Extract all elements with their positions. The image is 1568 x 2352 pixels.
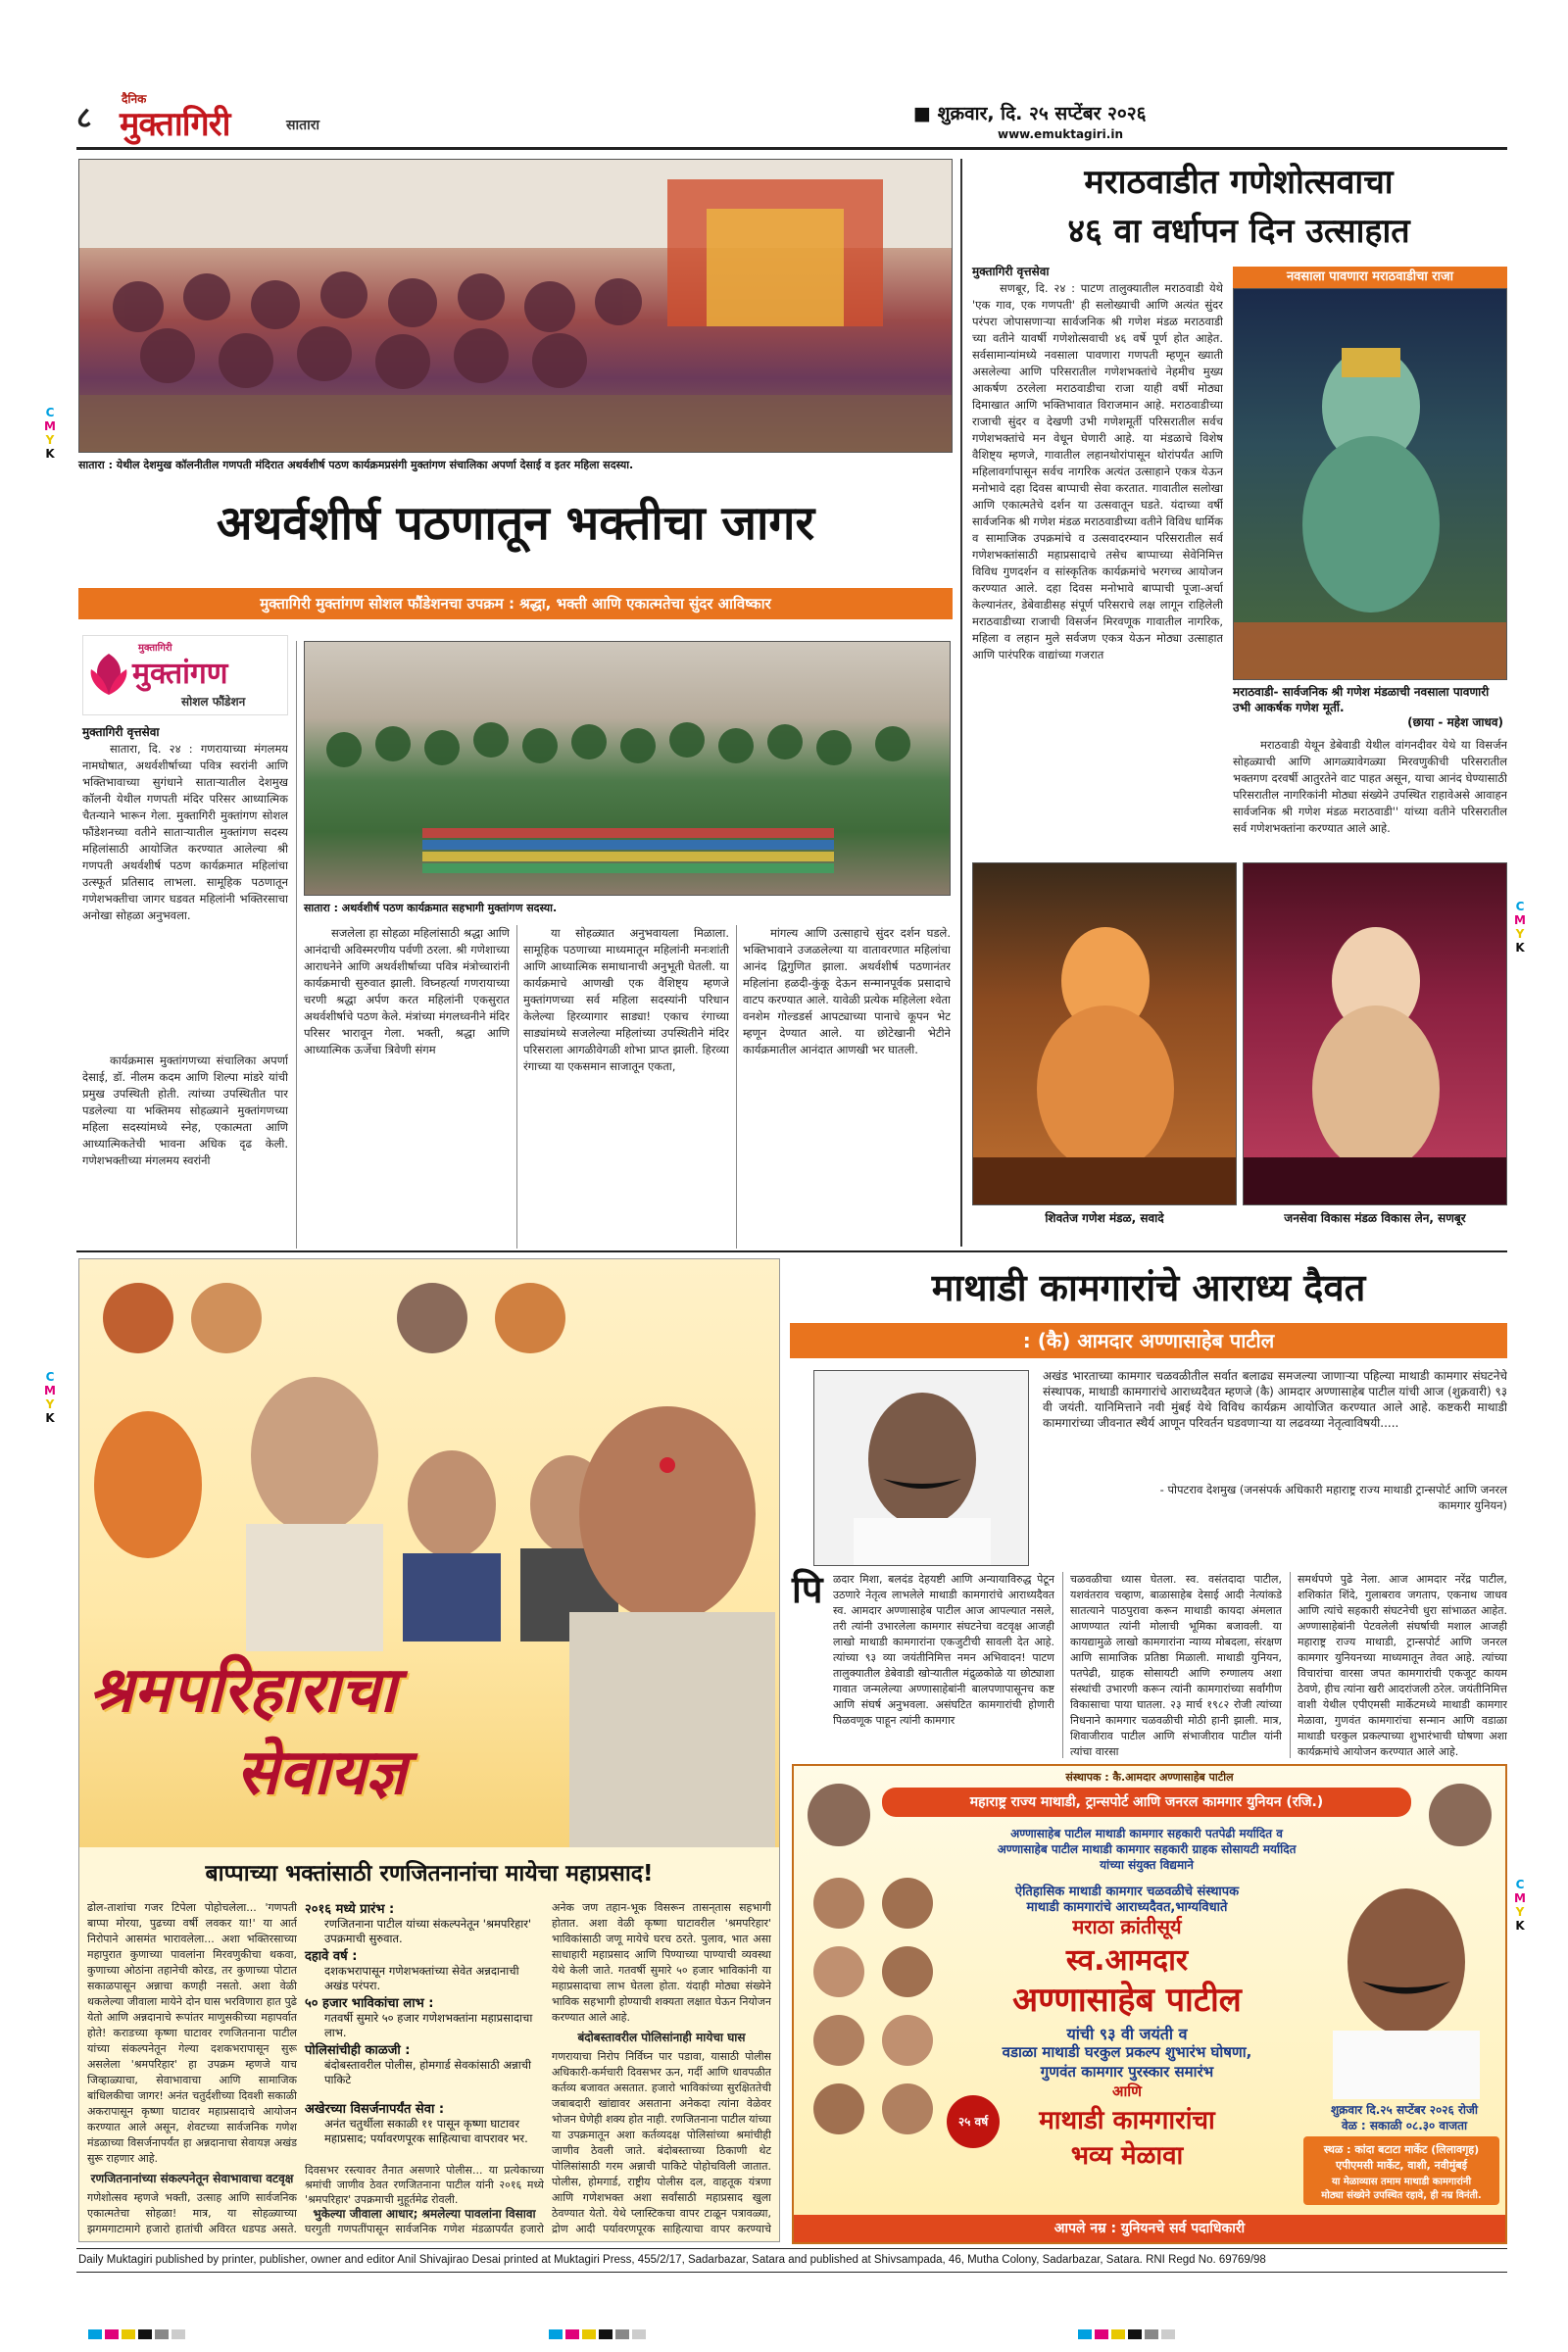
story3-subheadline: : (कै) आमदार अण्णासाहेब पाटील	[790, 1323, 1507, 1358]
registration-bar-center	[549, 2325, 649, 2343]
story3-col3: समर्थपणे पुढे नेला. आज आमदार नरेंद्र पाटील, शशिकांत शिंदे, गुलाबराव जगताप, एकनाथ जाधव आणि त्यांचे सहकारी संघटनेची धुरा सांभाळत आहेत. अण्णासाहेबांनी पेटवलेली संघर्षाची मशाल आजही महाराष्ट्र राज्य माथाडी, ट्रान्सपोर्ट आणि जनरल कामगार युनियनच्या माध्यमातून तेवत आहे. त्यांच्या विचारांचा वारसा जपत कामगारांची एकजूट कायम ठेवणे, हीच त्यांना खरी आदरांजली ठरेल. जयंतीनिमित्त वाशी येथील एपीएमसी मार्केटमध्ये माथाडी कामगार मेळावा, गुणवंत कामगारांचा सन्मान आणि वडाळा माथाडी घरकुल प्रकल्पाच्या शुभारंभाची घोषणा अशा कार्यक्रमांचे आयोजन करण्यात आले आहे.	[1298, 1573, 1507, 1758]
ad2-line9: गुणवंत कामगार पुरस्कार समारंभ	[1040, 2063, 1214, 2081]
ganesh-photo-credit: (छाया - महेश जाधव)	[1407, 715, 1503, 729]
ad2-date: शुक्रवार दि.२५ सप्टेंबर २०२६ रोजी	[1331, 2103, 1478, 2117]
highlight-5-text: अनंत चतुर्थीला सकाळी ११ पासून कृष्णा घाटावर महाप्रसाद; पर्यावरणपूरक साहित्याचा वापरावर भर.	[324, 2117, 528, 2145]
cmyk-mark-right-bottom: C M Y K	[1514, 1878, 1526, 1933]
ad2-union-banner: महाराष्ट्र राज्य माथाडी, ट्रान्सपोर्ट आणि जनरल कामगार युनियन (रजि.)	[882, 1788, 1411, 1817]
story1-headline: अथर्वशीर्ष पठणातून भक्तीचा जागर	[216, 496, 815, 551]
ganesh-photo	[1233, 288, 1507, 680]
lotus-icon	[89, 650, 128, 699]
temple-photo-art	[79, 160, 953, 453]
col-divider	[1290, 1572, 1291, 1758]
highlight-2-text: दशकभरापासून गणेशभक्तांच्या सेवेत अन्नदानाची अखंड परंपरा.	[324, 1964, 519, 1992]
paper-name-logo: मुक्तागिरी	[120, 105, 230, 144]
annasaheb-portrait	[813, 1370, 1029, 1566]
muktangan-logo	[82, 635, 288, 715]
highlight-4-text: बंदोबस्तावरील पोलीस, होमगार्ड सेवकांसाठी अन्नाची पाकिटे	[324, 2058, 531, 2086]
section-rule	[76, 1250, 1507, 1252]
story2-col1: सणबूर, दि. २४ : पाटण तालुक्यातील मराठवाडी येथे 'एक गाव, एक गणपती' ही सलोख्याची आणि अत्यंत सुंदर परंपरा जोपासणाऱ्या सार्वजनिक श्री गणेश मंडळ मराठवाडी च्या वतीने यावर्षी गणेशोत्सवाची ४६ वर्षे पूर्ण होत आहेत. सर्वसामान्यांमध्ये नवसाला पावणारा गणपती म्हणून ख्याती असलेल्या आणि परिसरातील गणेशभक्तांचे नेहमीच मुख्य आकर्षण ठरलेला मराठवाडीचा राजा याही वर्षी मोठ्या दिमाखात आणि भक्तिभावात विराजमान आहे. मराठवाडीच्या राजाची सुंदर व देखणी उभी गणेशमूर्ती परिसरातील सर्वच गणेशभक्तांचे मन वेधून घेणारी आहे. या मंडळाचे विशेष वैशिष्ट्य म्हणजे, गावातील लहानथोरांपासून थोरांपर्यंत आणि महिलावर्गापासून सर्वच नागरिक अत्यंत उत्साहाने एकत्र येऊन मनोभावे दहा दिवस बाप्पाची सेवा करतात. गावातील सलोखा आणि एकात्मतेचे दर्शन या उत्सवातून घडते. यंदाच्या वर्षी सार्वजनिक श्री गणेश मंडळ मराठवाडीच्या वतीने विविध धार्मिक व सामाजिक उपक्रमांचे व उत्सवादरम्यान परिसरातील सर्व गणेशभक्तांसाठी महाप्रसादाचे तसेच बाप्पाच्या सेवेनिमित्त विविध गुणदर्शन व सांस्कृतिक कार्यक्रमांचे भरगच्च आयोजन करण्यात आले. दहा दिवस मनोभावे बाप्पाची पूजा-अर्चा केल्यानंतर, डेबेवाडीसह संपूर्ण परिसराचे लक्ष लागून राहिलेली मराठवाडीच्या राजाची विसर्जन मिरवणूक गावातील नागरिक, महिला व लहान मुले सर्वजण एकत्र येऊन मोठ्या उत्साहात आणि पारंपरिक वाद्यांच्या गजरात	[972, 281, 1223, 662]
ad2-annasaheb-photo	[1313, 1864, 1499, 2099]
story2-headline-2: ४६ वा वर्धापन दिन उत्साहात	[1067, 212, 1410, 251]
jansewa-mandal-photo	[1243, 862, 1507, 1205]
logo-top-text: मुक्तागिरी	[138, 643, 172, 654]
ad2-invite2: मोठ्या संख्येने उपस्थित रहावे, ही नम्र विनंती.	[1321, 2190, 1482, 2201]
ganesh-idol-art	[1234, 289, 1507, 680]
shivtej-caption: शिवतेज गणेश मंडळ, सवादे	[1045, 1211, 1164, 1225]
story1-subheadline: मुक्तागिरी मुक्तांगण सोशल फौंडेशनचा उपक्रम : श्रद्धा, भक्ती आणि एकात्मतेचा सुंदर आविष्कार	[78, 588, 953, 619]
ad1-title-line2: सेवायज्ञ	[236, 1736, 407, 1809]
group-photo	[304, 641, 951, 896]
ad2-invite1: या मेळाव्यास तमाम माथाडी कामगारांनी	[1331, 2177, 1472, 2187]
ganesh-photo-label: नवसाला पावणारा मराठवाडीचा राजा	[1233, 267, 1507, 288]
highlight-3-title: ५० हजार भाविकांचा लाभ :	[305, 1996, 434, 2011]
ad1-col3-subhead: बंदोबस्तावरील पोलिसांनाही मायेचा घास	[577, 2031, 746, 2044]
ad2-line7: यांची ९३ वी जयंती व	[1066, 2025, 1188, 2043]
ad1-col2-text: दिवसभर रस्त्यावर तैनात असणारे पोलीस... या प्रत्येकाच्या श्रमांची जाणीव ठेवत रणजितनाना पाटील यांनी २०१६ मध्ये 'श्रमपरिहार' उपक्रमाची मुहूर्तमेढ रोवली.	[305, 2164, 544, 2206]
ad1-col2-text-2: घरगुती गणपतींपासून सार्वजनिक गणेश मंडळापर्यंत हजारो	[305, 2223, 544, 2235]
ad2-footer: आपले नम्र : युनियनचे सर्व पदाधिकारी	[794, 2215, 1505, 2242]
shivtej-idol-art	[973, 863, 1237, 1205]
ad1-title-line1: श्रमपरिहाराचा	[89, 1653, 397, 1727]
ad1-col1-text-2: गणेशोत्सव म्हणजे भक्ती, उत्साह आणि सार्वजनिक एकात्मतेचा सोहळा! मात्र, या सोहळ्याच्या झगमगाटामागे हजारो हातांची अविरत धडपड असते.	[87, 2191, 297, 2235]
ad2-annasaheb-art	[1313, 1864, 1499, 2099]
masthead	[76, 90, 1507, 149]
ad2-line5: माथाडी कामगारांचे आराध्यदैवत,भाग्यविधाते	[1026, 1900, 1228, 1915]
story2-col2: मराठवाडी येथून डेबेवाडी येथील वांगनदीवर येथे या विसर्जन सोहळ्याची आणि आगळ्यावेगळ्या मिरवणुकीची परिसरातील भक्तगण दरवर्षी आतुरतेने वाट पाहत असून, याचा आनंद घेण्यासाठी परिसरातील नागरिकांनी मोठ्या संख्येने उपस्थित राहावेअसे आवाहन सार्वजनिक श्री गणेश मंडळ मराठवाडी'' यांच्या वतीने परिसरातील सर्व गणेशभक्तांना करण्यात आले आहे.	[1233, 738, 1507, 835]
shramparihar-ad	[78, 1258, 780, 2242]
ad2-line6: मराठा क्रांतीसूर्य	[1072, 1915, 1182, 1938]
ad2-leaders-left-art	[800, 1864, 947, 2168]
ad2-line1: अण्णासाहेब पाटील माथाडी कामगार सहकारी पतपेढी मर्यादित व	[1010, 1827, 1283, 1840]
cmyk-mark-right-top: C M Y K	[1514, 900, 1526, 955]
story3-author: - पोपटराव देशमुख (जनसंपर्क अधिकारी महाराष्ट्र राज्य माथाडी ट्रान्सपोर्ट आणि जनरल कामगार युनियन)	[1159, 1483, 1507, 1512]
registration-bar-right	[1078, 2325, 1178, 2343]
ad1-col1	[87, 1900, 297, 2237]
logo-main-text: मुक्तांगण	[132, 657, 228, 691]
ad2-line8: वडाळा माथाडी घरकुल प्रकल्प शुभारंभ घोषणा,	[1002, 2043, 1252, 2061]
ad2-name1: स्व.आमदार	[1065, 1943, 1189, 1978]
highlight-2-title: दहावे वर्ष :	[305, 1949, 358, 1964]
ad2-venue2: एपीएमसी मार्केट, वाशी, नवीमुंबई	[1335, 2159, 1467, 2172]
mathadi-ad	[792, 1764, 1507, 2244]
ad2-line3: यांच्या संयुक्त विद्यमाने	[1100, 1858, 1194, 1872]
imprint-rule-bottom	[76, 2272, 1507, 2273]
ad2-right-photo	[1429, 1784, 1492, 1846]
logo-sub-text: सोशल फौंडेशन	[181, 695, 246, 709]
group-photo-art	[305, 642, 951, 896]
group-photo-caption: सातारा : अथर्वशीर्ष पठण कार्यक्रमात सहभागी मुक्तांगण सदस्या.	[304, 902, 558, 914]
cmyk-mark-left-bottom: C M Y K	[44, 1370, 56, 1425]
imprint-rule	[76, 2248, 1507, 2249]
col-divider	[736, 925, 737, 1249]
ad2-founder: संस्थापक : कै.आमदार अण्णासाहेब पाटील	[1065, 1771, 1234, 1784]
ad2-left-photo	[808, 1784, 870, 1846]
highlight-3-text: गतवर्षी सुमारे ५० हजार गणेशभक्तांना महाप्रसादाचा लाभ.	[324, 2011, 533, 2039]
ad2-leaders-left	[800, 1864, 947, 2168]
ganesh-photo-caption: मराठवाडी- सार्वजनिक श्री गणेश मंडळाची नवसाला पावणारी उभी आकर्षक गणेश मूर्ती.	[1233, 685, 1490, 714]
story1-col1-p1: सातारा, दि. २४ : गणरायाच्या मंगलमय नामघोषात, अथर्वशीर्षाच्या पवित्र स्वरांनी आणि भक्तिभावाच्या सुगंधाने सातार्‍यातील देशमुख कॉलनी येथील गणपती मंदिर परिसर आध्यात्मिक चैतन्याने भारून गेला. मुक्तागिरी मुक्तांगण सोशल फौंडेशनच्या वतीने सातार्‍यातील मुक्तांगण सदस्य महिलांसाठी आयोजित करण्यात आलेल्या श्री गणपती अथर्वशीर्ष पठण कार्यक्रमात महिलांचा उत्स्फूर्त प्रतिसाद लाभला. सामूहिक पठणातून गणेशभक्तीचा जागर घडवत महिलांनी भक्तिरसाचा अनोखा सोहळा अनुभवला.	[82, 742, 288, 922]
highlight-1-text: रणजितनाना पाटील यांच्या संकल्पनेतून 'श्रमपरिहार' उपक्रमाची सुरुवात.	[324, 1917, 532, 1945]
story3-headline: माथाडी कामगारांचे आराध्य दैवत	[931, 1266, 1366, 1309]
highlight-4-title: पोलिसांचीही काळजी :	[305, 2043, 411, 2058]
ad1-hero	[79, 1259, 779, 1847]
ad2-anniversary-badge: २५ वर्ष	[947, 2095, 1000, 2148]
highlight-5-title: अखेरच्या विसर्जनापर्यंत सेवा :	[305, 2102, 445, 2117]
website: www.emuktagiri.in	[998, 127, 1123, 141]
ad2-mela1: माथाडी कामगारांचा	[1039, 2106, 1215, 2135]
ad1-col3-text-2: गणरायाचा निरोप निर्विघ्न पार पडावा, यासाठी पोलीस अधिकारी-कर्मचारी दिवसभर ऊन, गर्दी आणि धावपळीत कर्तव्य बजावत असतात. हजारो भाविकांच्या सुरक्षिततेची जबाबदारी खांद्यावर असताना अनेकदा त्यांना वेळेवर भोजन घेणेही शक्य होत नाही. रणजितनाना पाटील यांच्या या उपक्रमातून अशा कर्तव्यदक्ष पोलिसांच्या श्रमांचीही जाणीव ठेवली जाते. बंदोबस्ताच्या ठिकाणी थेट पोलिसांसाठी गरम अन्नाची पाकिटे पोहोचविली जातात. पोलीस, होमगार्ड, राष्ट्रीय पोलीस दल, वाहतूक यंत्रणा आणि गणेशभक्त अशा सर्वांसाठी महाप्रसाद खुला ठेवण्यात येतो. येथे प्लास्टिकचा वापर टाळून पत्रावळ्या, द्रोण आदी पर्यावरणपूरक साहित्याचा वापर करण्याचे	[552, 2050, 771, 2235]
ad1-col3-text: अनेक जण तहान-भूक विसरून तासन्‌तास सहभागी होतात. अशा वेळी कृष्णा घाटावरील 'श्रमपरिहार' भाविकांसाठी जणू मायेचे घरच ठरते. पुलाव, भात असा साधाहारी महाप्रसाद आणि पिण्याच्या पाण्याची व्यवस्था येथे केली जाते. गतवर्षी सुमारे ५० हजार भाविकांनी या महाप्रसादाचा लाभ घेतला होता. यंदाही मोठ्या संख्येने भाविक सहभागी होण्याची शक्यता लक्षात घेऊन नियोजन करण्यात आले आहे.	[552, 1901, 771, 2024]
page-number: ८	[76, 101, 92, 135]
ad1-col2-body	[305, 2163, 544, 2237]
story3-col1: ळदार मिशा, बलदंड देहयष्टी आणि अन्यायाविरुद्ध पेटून उठणारे नेतृत्व लाभलेले माथाडी कामगारांचे आराध्यदैवत स्व. आमदार अण्णासाहेब पाटील आज आपल्यात नसले, तरी त्यांनी उभारलेला कामगार संघटनेचा वटवृक्ष आजही लाखो माथाडी कामगारांना एकजुटीची सावली देत आहे. त्यांच्या ९३ व्या जयंतीनिमित्त नमन अभिवादन! पाटण तालुक्यातील डेबेवाडी खोऱ्यातील मंद्रुळकोळे या छोट्याशा गावात जन्मलेल्या अण्णासाहेबांनी बालपणापासूनच कष्ट आणि संघर्ष अनुभवला. असंघटित कामगारांची होणारी पिळवणूक पाहून त्यांनी कामगार	[833, 1573, 1054, 1727]
story2-headline-1: मराठवाडीत गणेशोत्सवाचा	[1084, 163, 1394, 202]
ad1-headline: बाप्पाच्या भक्तांसाठी रणजितनानांचा मायेचा महाप्रसाद!	[205, 1861, 654, 1886]
story3-dropcap: पि	[792, 1568, 823, 1611]
jansewa-idol-art	[1244, 863, 1507, 1205]
registration-bar-left	[88, 2325, 188, 2343]
story1-col3: या सोहळ्यात अनुभवायला मिळाला. सामूहिक पठणाच्या माध्यमातून महिलांनी मनःशांती आणि आध्यात्मिक समाधानाची अनुभूती घेतली. या कार्यक्रमाचे आणखी एक वैशिष्ट्य म्हणजे मुक्तांगणच्या सर्व महिला सदस्यांनी परिधान केलेल्या हिरव्यागार साड्या! एकाच रंगाच्या साड्यांमध्ये सजलेल्या महिलांच्या उपस्थितीने मंदिर परिसराला आगळीवेगळी शोभा प्राप्त झाली. हिरव्या रंगाच्या या एकसमान साजातून एकता,	[523, 926, 729, 1073]
jansewa-caption: जनसेवा विकास मंडळ विकास लेन, सणबूर	[1284, 1211, 1466, 1225]
ad2-venue-box	[1303, 2136, 1499, 2205]
highlight-1-title: २०१६ मध्ये प्रारंभ :	[305, 1902, 395, 1917]
ad2-line4: ऐतिहासिक माथाडी कामगार चळवळीचे संस्थापक	[1014, 1885, 1240, 1899]
section-divider	[960, 159, 962, 1247]
story1-col1-p2: कार्यक्रमास मुक्तांगणच्या संचालिका अपर्णा देसाई, डॉ. नीलम कदम आणि शिल्पा मांडरे यांची प्रमुख उपस्थिती होती. त्यांच्या उपस्थितीत पार पडलेल्या या भक्तिमय सोहळ्याने मुक्तांगणच्या महिला सदस्यांमध्ये स्नेह, एकात्मता आणि आध्यात्मिकतेची भावना अधिक दृढ केली. गणेशभक्तीच्या मंगलमय स्वरांनी	[82, 1054, 288, 1167]
ad2-time: वेळ : सकाळी ०८.३० वाजता	[1341, 2119, 1468, 2132]
ad1-highlight-5	[305, 2102, 544, 2146]
story3-col2: चळवळीचा ध्यास घेतला. स्व. वसंतदादा पाटील, यशवंतराव चव्हाण, बाळासाहेब देसाई आदी नेत्यांकडे सातत्याने पाठपुरावा करून माथाडी कायदा अंमलात आणण्यात त्यांनी मोलाची भूमिका बजावली. या कायद्यामुळे लाखो कामगारांना न्याय्य मोबदला, संरक्षण आणि सामाजिक प्रतिष्ठा मिळाली. माथाडी युनियन, पतपेढी, ग्राहक सोसायटी आणि रुग्णालय अशा संस्थांची उभारणी करून त्यांनी कामगारांच्या सर्वांगीण विकासाचा पाया घातला. २३ मार्च १९८२ रोजी त्यांच्या निधनाने कामगार चळवळीची मोठी हानी झाली. मात्र, शिवाजीराव पाटील आणि संभाजीराव पाटील यांनी त्यांचा वारसा	[1070, 1573, 1282, 1758]
ad1-col1-text: ढोल-ताशांचा गजर टिपेला पोहोचलेला... 'गणपती बाप्पा मोरया, पुढच्या वर्षी लवकर या!' या आर्त निरोपाने आसमंत भारावलेला... अशा भक्तिरसाच्या महापुरात कुणाच्या पावलांना मिरवणुकीचा थकवा, कुणाच्या ओठांना तहानेची कोरड, तर कुणाच्या पोटात सकाळपासून अन्नाचा कणही नसतो. अशा वेळी थकलेल्या जीवाला मायेने दोन घास भरविणारा हात पुढे येतो आणि अन्नदानाचे रूपांतर माणुसकीच्या महापर्वात होते! कराडच्या कृष्णा घाटावर रणजितनाना पाटील यांच्या संकल्पनेतून गेल्या दशकभरापासून सुरू असलेला 'श्रमपरिहार' हा उपक्रम म्हणजे याच जिव्हाळ्याचा, सेवाभावाचा आणि सामाजिक बांधिलकीचा जागर! अनंत चतुर्दशीच्या दिवशी सकाळी अकरापासून कृष्णा घाटावर महाप्रसादाचे आयोजन करण्यात आले असून, शेवटच्या सार्वजनिक गणेश मंडळाच्या विसर्जनापर्यंत हा अन्नदानाचा सेवायज्ञ अखंड सुरू राहणार आहे.	[87, 1901, 297, 2165]
ad1-col1-subhead: रणजितनानांच्या संकल्पनेतून सेवाभावाचा वटवृक्ष	[90, 2172, 294, 2185]
ad2-line10: आणि	[1111, 2082, 1143, 2100]
ad2-line2: अण्णासाहेब पाटील माथाडी कामगार सहकारी ग्राहक सोसायटी मर्यादित	[997, 1842, 1297, 1856]
ad2-venue1: स्थळ : कांदा बटाटा मार्केट (लिलावगृह)	[1323, 2143, 1480, 2156]
temple-photo-caption: सातारा : येथील देशमुख कॉलनीतील गणपती मंदिरात अथर्वशीर्ष पठण कार्यक्रमप्रसंगी मुक्तांगण संचालिका अपर्णा देसाई व इतर महिला सदस्या.	[78, 459, 634, 471]
daily-label: दैनिक	[122, 92, 147, 106]
story1-col4: मांगल्य आणि उत्साहाचे सुंदर दर्शन घडले. भक्तिभावाने उजळलेल्या या वातावरणात महिलांचा आनंद द्विगुणित झाला. अथर्वशीर्ष पठणानंतर महिलांना हळदी-कुंकू देऊन सन्मानपूर्वक प्रसादाचे वाटप करण्यात आले. यावेळी प्रत्येक महिलेला श्वेता वनशेम गोल्डडर्स आपट्याच्या पानाचे कूपन भेट म्हणून देण्यात आले. या छोटेखानी भेटीने कार्यक्रमातील आनंदात आणखी भर घातली.	[743, 926, 951, 1056]
ad2-name2: अण्णासाहेब पाटील	[1012, 1981, 1242, 2020]
annasaheb-portrait-art	[814, 1371, 1029, 1566]
story2-byline: मुक्तागिरी वृत्तसेवा	[972, 265, 1050, 278]
story1-col2: सजलेला हा सोहळा महिलांसाठी श्रद्धा आणि आनंदाची अविस्मरणीय पर्वणी ठरला. श्री गणेशाच्या आराधनेने आणि अथर्वशीर्षाच्या पवित्र मंत्रोच्चारांनी कार्यक्रमाची सुरुवात झाली. विघ्नहर्त्या गणरायाच्या चरणी श्रद्धा अर्पण करत महिलांनी एकसुरात अथर्वशीर्षाचे पठण केले. मंत्रांच्या मंगलध्वनीने मंदिर परिसर भारावून गेला. भक्ती, श्रद्धा आणि आध्यात्मिक ऊर्जेचा त्रिवेणी संगम	[304, 926, 510, 1056]
cmyk-mark-left-top: C M Y K	[44, 406, 56, 461]
story3-intro: अखंड भारताच्या कामगार चळवळीतील सर्वात बलाढ्य समजल्या जाणाऱ्या पहिल्या माथाडी कामगार संघटनेचे संस्थापक, माथाडी कामगारांचे आराध्यदैवत म्हणजे (कै) आमदार अण्णासाहेब पाटील यांची आज (शुक्रवारी) ९३ वी जयंती. यानिमित्ताने नवी मुंबई येथे विविध कार्यक्रम आयोजित करण्यात आले आहे. कष्टकरी माथाडी कामगारांच्या जीवनात स्थैर्य आणून परिवर्तन घडवणाऱ्या या लढवय्या नेतृत्वाविषयी.....	[1043, 1369, 1507, 1430]
col-divider	[1062, 1572, 1063, 1758]
ad1-col2-subhead: भुकेल्या जीवाला आधार; श्रमलेल्या पावलांना विसावा	[313, 2207, 536, 2221]
ad1-col3	[552, 1900, 771, 2237]
masthead-rule	[76, 147, 1507, 150]
story1-byline: मुक्तागिरी वृत्तसेवा	[82, 725, 160, 739]
masthead-city: सातारा	[286, 118, 320, 133]
col-divider	[296, 641, 297, 1249]
issue-date: ■ शुक्रवार, दि. २५ सप्टेंबर २०२६	[913, 103, 1147, 124]
shivtej-mandal-photo	[972, 862, 1237, 1205]
col-divider	[516, 925, 517, 1249]
ad2-mela2: भव्य मेळावा	[1070, 2141, 1184, 2171]
ad1-highlights-box	[305, 1902, 544, 2098]
imprint-line: Daily Muktagiri published by printer, publisher, owner and editor Anil Shivajirao Desai printed at Muktagiri Press, 455/2/17, Sadarbazar, Satara and published at Shivsampada, 46, Mutha Colony, Sadarbazar, Satara. RNI Regd No. 69769/98	[78, 2254, 1266, 2266]
temple-photo	[78, 159, 953, 453]
